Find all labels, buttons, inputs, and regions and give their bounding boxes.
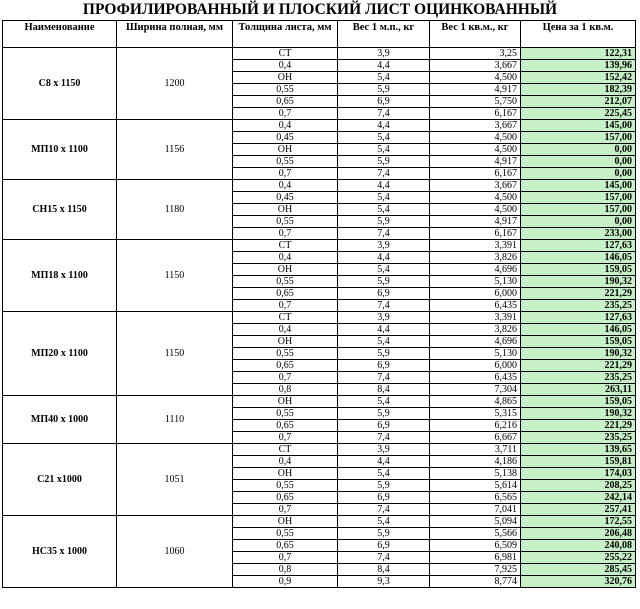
weight-square-cell: 7,041 bbox=[430, 504, 521, 516]
weight-linear-cell: 7,4 bbox=[338, 432, 430, 444]
price-cell: 159,05 bbox=[521, 336, 636, 348]
weight-linear-cell: 3,9 bbox=[338, 312, 430, 324]
weight-square-cell: 4,696 bbox=[430, 336, 521, 348]
thickness-cell: 0,7 bbox=[233, 108, 338, 120]
price-cell: 235,25 bbox=[521, 300, 636, 312]
weight-linear-cell: 5,9 bbox=[338, 216, 430, 228]
weight-square-cell: 4,917 bbox=[430, 156, 521, 168]
weight-square-cell: 7,925 bbox=[430, 564, 521, 576]
table-row bbox=[3, 312, 636, 324]
weight-square-cell: 6,167 bbox=[430, 108, 521, 120]
thickness-cell: 0,55 bbox=[233, 480, 338, 492]
thickness-cell: 0,7 bbox=[233, 504, 338, 516]
thickness-cell: 0,4 bbox=[233, 120, 338, 132]
thickness-cell: ОН bbox=[233, 468, 338, 480]
weight-square-cell: 4,500 bbox=[430, 144, 521, 156]
thickness-cell: 0,45 bbox=[233, 192, 338, 204]
weight-linear-cell: 4,4 bbox=[338, 60, 430, 72]
full-width-cell: 1200 bbox=[117, 48, 233, 120]
price-cell: 190,32 bbox=[521, 276, 636, 288]
weight-linear-cell: 6,9 bbox=[338, 360, 430, 372]
table-row bbox=[3, 240, 636, 252]
thickness-cell: СТ bbox=[233, 444, 338, 456]
price-cell: 235,25 bbox=[521, 372, 636, 384]
full-width-cell: 1150 bbox=[117, 240, 233, 312]
weight-linear-cell: 5,9 bbox=[338, 156, 430, 168]
price-cell: 0,00 bbox=[521, 216, 636, 228]
table-row bbox=[3, 180, 636, 192]
weight-linear-cell: 7,4 bbox=[338, 504, 430, 516]
weight-square-cell: 6,565 bbox=[430, 492, 521, 504]
price-cell: 139,96 bbox=[521, 60, 636, 72]
weight-square-cell: 4,696 bbox=[430, 264, 521, 276]
product-name-cell: МП10 x 1100 bbox=[3, 120, 117, 180]
full-width-cell: 1051 bbox=[117, 444, 233, 516]
price-cell: 139,65 bbox=[521, 444, 636, 456]
product-name-cell: СН15 x 1150 bbox=[3, 180, 117, 240]
price-cell: 285,45 bbox=[521, 564, 636, 576]
thickness-cell: 0,4 bbox=[233, 180, 338, 192]
weight-linear-cell: 5,9 bbox=[338, 528, 430, 540]
full-width-cell: 1156 bbox=[117, 120, 233, 180]
weight-linear-cell: 7,4 bbox=[338, 228, 430, 240]
price-cell: 127,63 bbox=[521, 312, 636, 324]
weight-square-cell: 4,500 bbox=[430, 192, 521, 204]
thickness-cell: 0,55 bbox=[233, 528, 338, 540]
price-cell: 0,00 bbox=[521, 156, 636, 168]
price-cell: 122,31 bbox=[521, 48, 636, 60]
thickness-cell: СТ bbox=[233, 240, 338, 252]
table-row bbox=[3, 516, 636, 528]
weight-linear-cell: 4,4 bbox=[338, 252, 430, 264]
price-cell: 0,00 bbox=[521, 168, 636, 180]
table-row bbox=[3, 120, 636, 132]
full-width-cell: 1180 bbox=[117, 180, 233, 240]
weight-linear-cell: 5,4 bbox=[338, 336, 430, 348]
thickness-cell: 0,8 bbox=[233, 384, 338, 396]
price-cell: 263,11 bbox=[521, 384, 636, 396]
price-cell: 221,29 bbox=[521, 288, 636, 300]
weight-square-cell: 5,138 bbox=[430, 468, 521, 480]
full-width-cell: 1060 bbox=[117, 516, 233, 588]
weight-linear-cell: 8,4 bbox=[338, 564, 430, 576]
weight-linear-cell: 3,9 bbox=[338, 240, 430, 252]
weight-linear-cell: 7,4 bbox=[338, 300, 430, 312]
weight-square-cell: 5,614 bbox=[430, 480, 521, 492]
price-cell: 255,22 bbox=[521, 552, 636, 564]
weight-square-cell: 3,391 bbox=[430, 240, 521, 252]
thickness-cell: 0,4 bbox=[233, 456, 338, 468]
weight-linear-cell: 5,9 bbox=[338, 408, 430, 420]
weight-square-cell: 7,304 bbox=[430, 384, 521, 396]
full-width-cell: 1110 bbox=[117, 396, 233, 444]
price-cell: 221,29 bbox=[521, 420, 636, 432]
price-cell: 145,00 bbox=[521, 120, 636, 132]
weight-square-cell: 3,667 bbox=[430, 60, 521, 72]
price-cell: 221,29 bbox=[521, 360, 636, 372]
price-cell: 235,25 bbox=[521, 432, 636, 444]
thickness-cell: 0,55 bbox=[233, 156, 338, 168]
price-cell: 127,63 bbox=[521, 240, 636, 252]
weight-linear-cell: 8,4 bbox=[338, 384, 430, 396]
weight-linear-cell: 5,9 bbox=[338, 348, 430, 360]
weight-linear-cell: 5,4 bbox=[338, 192, 430, 204]
weight-linear-cell: 4,4 bbox=[338, 120, 430, 132]
thickness-cell: 0,7 bbox=[233, 432, 338, 444]
weight-linear-cell: 6,9 bbox=[338, 492, 430, 504]
product-name-cell: МП20 x 1100 bbox=[3, 312, 117, 396]
weight-linear-cell: 5,9 bbox=[338, 480, 430, 492]
weight-square-cell: 3,667 bbox=[430, 120, 521, 132]
weight-linear-cell: 5,4 bbox=[338, 264, 430, 276]
weight-square-cell: 6,216 bbox=[430, 420, 521, 432]
thickness-cell: 0,65 bbox=[233, 420, 338, 432]
weight-square-cell: 6,000 bbox=[430, 288, 521, 300]
col-header-thickness: Толщина листа, мм bbox=[233, 21, 338, 48]
weight-linear-cell: 7,4 bbox=[338, 372, 430, 384]
weight-square-cell: 3,826 bbox=[430, 252, 521, 264]
weight-linear-cell: 5,4 bbox=[338, 468, 430, 480]
col-header-price: Цена за 1 кв.м. bbox=[521, 21, 636, 48]
weight-linear-cell: 7,4 bbox=[338, 552, 430, 564]
weight-linear-cell: 7,4 bbox=[338, 108, 430, 120]
header-row bbox=[3, 21, 636, 48]
price-cell: 145,00 bbox=[521, 180, 636, 192]
thickness-cell: 0,55 bbox=[233, 216, 338, 228]
weight-square-cell: 3,25 bbox=[430, 48, 521, 60]
weight-linear-cell: 6,9 bbox=[338, 540, 430, 552]
thickness-cell: 0,65 bbox=[233, 360, 338, 372]
weight-square-cell: 5,566 bbox=[430, 528, 521, 540]
price-cell: 212,07 bbox=[521, 96, 636, 108]
table-row bbox=[3, 396, 636, 408]
thickness-cell: ОН bbox=[233, 516, 338, 528]
table-row bbox=[3, 48, 636, 60]
weight-square-cell: 4,500 bbox=[430, 72, 521, 84]
col-header-weight-linear: Вес 1 м.п., кг bbox=[338, 21, 430, 48]
weight-linear-cell: 9,3 bbox=[338, 576, 430, 588]
weight-linear-cell: 5,9 bbox=[338, 84, 430, 96]
weight-square-cell: 3,711 bbox=[430, 444, 521, 456]
document-title: ПРОФИЛИРОВАННЫЙ И ПЛОСКИЙ ЛИСТ ОЦИНКОВАННЫЙ bbox=[82, 1, 558, 18]
thickness-cell: 0,65 bbox=[233, 288, 338, 300]
weight-square-cell: 5,130 bbox=[430, 276, 521, 288]
price-cell: 146,05 bbox=[521, 324, 636, 336]
weight-square-cell: 4,865 bbox=[430, 396, 521, 408]
price-cell: 159,05 bbox=[521, 264, 636, 276]
thickness-cell: 0,65 bbox=[233, 492, 338, 504]
product-name-cell: НС35 x 1000 bbox=[3, 516, 117, 588]
col-header-weight-square: Вес 1 кв.м., кг bbox=[430, 21, 521, 48]
price-cell: 233,00 bbox=[521, 228, 636, 240]
table-row bbox=[3, 444, 636, 456]
weight-square-cell: 4,500 bbox=[430, 132, 521, 144]
price-table bbox=[2, 20, 636, 588]
product-name-cell: МП40 x 1000 bbox=[3, 396, 117, 444]
price-cell: 240,08 bbox=[521, 540, 636, 552]
thickness-cell: 0,4 bbox=[233, 60, 338, 72]
col-header-width: Ширина полная, мм bbox=[117, 21, 233, 48]
price-cell: 172,55 bbox=[521, 516, 636, 528]
weight-square-cell: 5,750 bbox=[430, 96, 521, 108]
full-width-cell: 1150 bbox=[117, 312, 233, 396]
price-cell: 159,81 bbox=[521, 456, 636, 468]
thickness-cell: 0,4 bbox=[233, 324, 338, 336]
weight-linear-cell: 5,4 bbox=[338, 72, 430, 84]
weight-square-cell: 3,826 bbox=[430, 324, 521, 336]
weight-square-cell: 6,435 bbox=[430, 372, 521, 384]
weight-square-cell: 3,391 bbox=[430, 312, 521, 324]
weight-square-cell: 3,667 bbox=[430, 180, 521, 192]
thickness-cell: 0,55 bbox=[233, 276, 338, 288]
weight-linear-cell: 6,9 bbox=[338, 96, 430, 108]
thickness-cell: 0,4 bbox=[233, 252, 338, 264]
price-cell: 174,03 bbox=[521, 468, 636, 480]
weight-linear-cell: 7,4 bbox=[338, 168, 430, 180]
weight-linear-cell: 4,4 bbox=[338, 180, 430, 192]
weight-square-cell: 4,917 bbox=[430, 216, 521, 228]
weight-linear-cell: 4,4 bbox=[338, 456, 430, 468]
thickness-cell: 0,7 bbox=[233, 168, 338, 180]
weight-linear-cell: 3,9 bbox=[338, 444, 430, 456]
price-cell: 0,00 bbox=[521, 144, 636, 156]
thickness-cell: ОН bbox=[233, 396, 338, 408]
price-cell: 190,32 bbox=[521, 348, 636, 360]
thickness-cell: 0,7 bbox=[233, 552, 338, 564]
thickness-cell: 0,55 bbox=[233, 348, 338, 360]
weight-linear-cell: 5,9 bbox=[338, 276, 430, 288]
weight-square-cell: 4,186 bbox=[430, 456, 521, 468]
thickness-cell: ОН bbox=[233, 264, 338, 276]
weight-linear-cell: 6,9 bbox=[338, 288, 430, 300]
price-cell: 190,32 bbox=[521, 408, 636, 420]
price-cell: 157,00 bbox=[521, 204, 636, 216]
price-cell: 206,48 bbox=[521, 528, 636, 540]
price-cell: 157,00 bbox=[521, 132, 636, 144]
thickness-cell: ОН bbox=[233, 204, 338, 216]
thickness-cell: ОН bbox=[233, 72, 338, 84]
weight-square-cell: 8,774 bbox=[430, 576, 521, 588]
weight-square-cell: 6,509 bbox=[430, 540, 521, 552]
price-cell: 152,42 bbox=[521, 72, 636, 84]
weight-linear-cell: 5,4 bbox=[338, 396, 430, 408]
thickness-cell: 0,7 bbox=[233, 228, 338, 240]
thickness-cell: 0,7 bbox=[233, 300, 338, 312]
weight-square-cell: 5,315 bbox=[430, 408, 521, 420]
thickness-cell: СТ bbox=[233, 312, 338, 324]
weight-square-cell: 5,094 bbox=[430, 516, 521, 528]
thickness-cell: 0,65 bbox=[233, 96, 338, 108]
thickness-cell: 0,7 bbox=[233, 372, 338, 384]
weight-linear-cell: 5,4 bbox=[338, 132, 430, 144]
weight-square-cell: 6,667 bbox=[430, 432, 521, 444]
price-cell: 320,76 bbox=[521, 576, 636, 588]
product-name-cell: C8 x 1150 bbox=[3, 48, 117, 120]
weight-linear-cell: 3,9 bbox=[338, 48, 430, 60]
product-name-cell: МП18 x 1100 bbox=[3, 240, 117, 312]
price-cell: 182,39 bbox=[521, 84, 636, 96]
weight-linear-cell: 5,4 bbox=[338, 516, 430, 528]
price-cell: 257,41 bbox=[521, 504, 636, 516]
weight-square-cell: 6,167 bbox=[430, 168, 521, 180]
thickness-cell: СТ bbox=[233, 48, 338, 60]
weight-square-cell: 6,000 bbox=[430, 360, 521, 372]
weight-linear-cell: 5,4 bbox=[338, 144, 430, 156]
table-body bbox=[3, 48, 636, 588]
price-cell: 225,45 bbox=[521, 108, 636, 120]
price-cell: 159,05 bbox=[521, 396, 636, 408]
weight-linear-cell: 6,9 bbox=[338, 420, 430, 432]
weight-square-cell: 6,167 bbox=[430, 228, 521, 240]
thickness-cell: 0,65 bbox=[233, 540, 338, 552]
weight-square-cell: 6,435 bbox=[430, 300, 521, 312]
price-cell: 242,14 bbox=[521, 492, 636, 504]
thickness-cell: 0,8 bbox=[233, 564, 338, 576]
price-cell: 157,00 bbox=[521, 192, 636, 204]
thickness-cell: 0,55 bbox=[233, 408, 338, 420]
thickness-cell: 0,55 bbox=[233, 84, 338, 96]
thickness-cell: 0,45 bbox=[233, 132, 338, 144]
thickness-cell: 0,9 bbox=[233, 576, 338, 588]
weight-square-cell: 4,917 bbox=[430, 84, 521, 96]
weight-square-cell: 5,130 bbox=[430, 348, 521, 360]
weight-square-cell: 4,500 bbox=[430, 204, 521, 216]
col-header-name: Наименование bbox=[3, 21, 117, 48]
thickness-cell: ОН bbox=[233, 336, 338, 348]
thickness-cell: ОН bbox=[233, 144, 338, 156]
price-cell: 208,25 bbox=[521, 480, 636, 492]
weight-square-cell: 6,981 bbox=[430, 552, 521, 564]
weight-linear-cell: 5,4 bbox=[338, 204, 430, 216]
product-name-cell: С21 x1000 bbox=[3, 444, 117, 516]
price-cell: 146,05 bbox=[521, 252, 636, 264]
weight-linear-cell: 4,4 bbox=[338, 324, 430, 336]
